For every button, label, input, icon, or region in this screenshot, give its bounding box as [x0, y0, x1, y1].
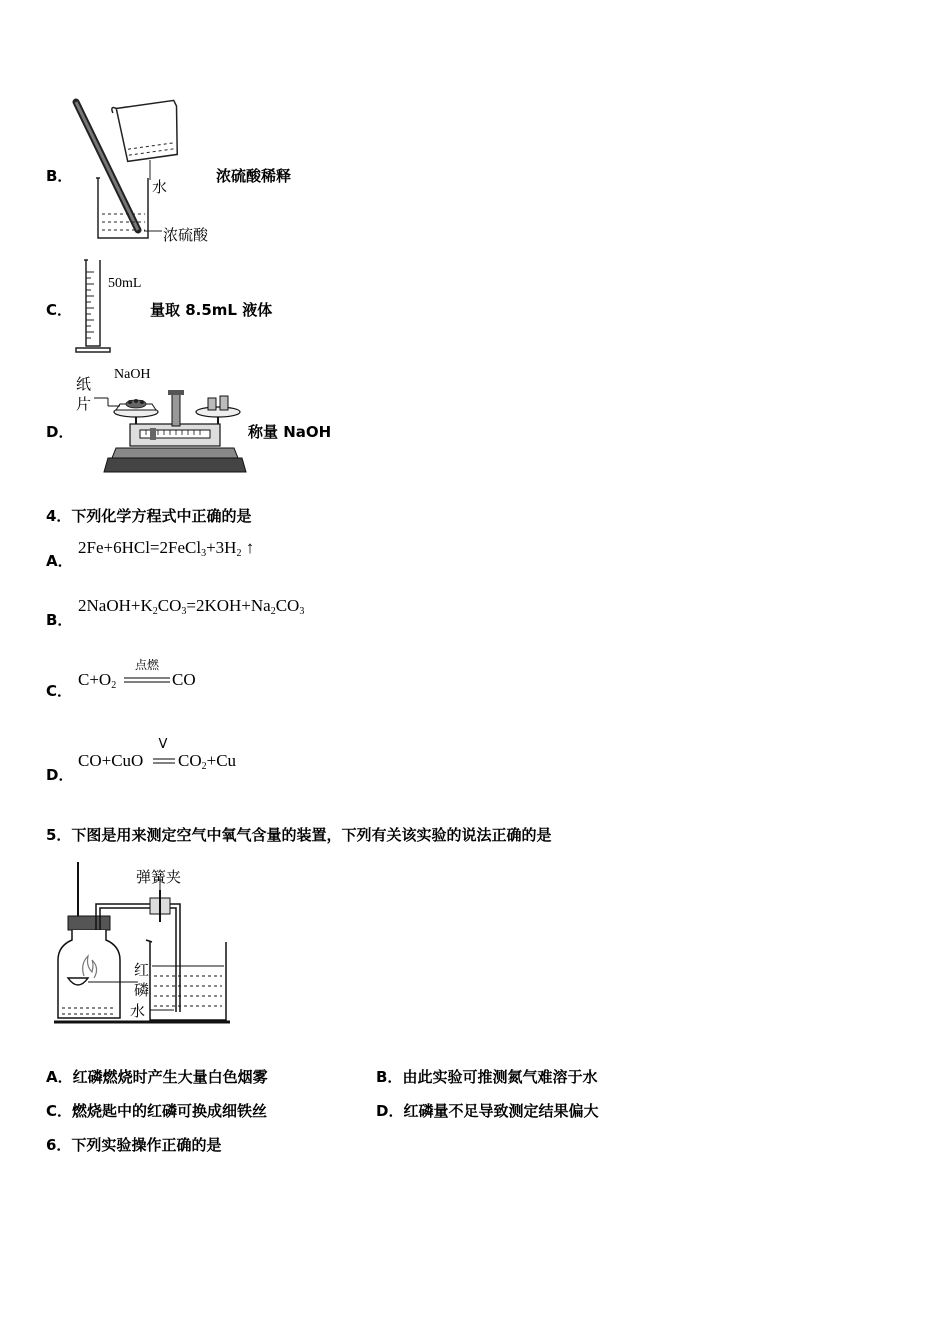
paper-label-line-1: 纸	[76, 375, 92, 393]
eq-b-part: =2KOH+Na	[186, 596, 271, 615]
q5-option-c	[46, 1100, 267, 1121]
q4-option-b-label: B．	[46, 611, 73, 629]
question-5-stem: 5．下图是用来测定空气中氧气含量的装置，下列有关该实验的说法正确的是	[46, 826, 552, 844]
q4-option-b-equation	[78, 596, 304, 617]
q4-option-d-label: D．	[46, 766, 74, 784]
option-d-label: D．	[46, 423, 74, 441]
question-6-stem: 6．下列实验操作正确的是	[46, 1136, 222, 1154]
phosphorus-label-line-2: 磷	[134, 981, 150, 999]
equals-sign	[153, 757, 175, 765]
cylinder-volume-label: 50mL	[108, 276, 142, 291]
eq-a-part: 2Fe+6HCl=2FeCl	[78, 538, 202, 557]
eq-c-part: C+O	[78, 670, 112, 689]
q4-option-c-label: C．	[46, 682, 73, 700]
eq-b-sub: 2	[270, 606, 276, 617]
q5-option-c-text: 燃烧匙中的红磷可换成细铁丝	[72, 1102, 268, 1120]
naoh-label: NaOH	[114, 367, 151, 382]
eq-a-part: +3H	[206, 538, 237, 557]
q5-option-d-text: 红磷量不足导致测定结果偏大	[403, 1102, 599, 1120]
eq-a-sub: 2	[236, 548, 242, 559]
option-c-caption: 量取 8.5mL 液体	[150, 301, 273, 319]
question-4-stem: 4．下列化学方程式中正确的是	[46, 507, 252, 525]
paper-label	[76, 374, 91, 414]
q4-option-c-condition: 点燃	[134, 658, 159, 672]
acid-label: 浓硫酸	[163, 226, 209, 244]
q4-option-d-rhs	[178, 751, 236, 772]
q4-option-a-label: A．	[46, 552, 73, 570]
eq-b-sub: 3	[299, 606, 305, 617]
eq-b-sub: 3	[181, 606, 187, 617]
eq-c-sub: 2	[111, 680, 117, 691]
eq-d-sub: 2	[201, 761, 207, 772]
graduated-cylinder-diagram	[74, 258, 114, 354]
eq-a-sub: 3	[201, 548, 207, 559]
eq-d-part: +Cu	[206, 751, 237, 770]
eq-b-part: CO	[157, 596, 182, 615]
q5-option-b-text: 由此实验可推测氮气难溶于水	[402, 1068, 598, 1086]
eq-d-part: CO	[178, 751, 202, 770]
option-d-caption: 称量 NaOH	[248, 423, 332, 441]
q5-option-b	[376, 1066, 597, 1087]
q4-option-c-equation	[78, 670, 116, 691]
eq-b-part: CO	[275, 596, 300, 615]
phosphorus-label-line-1: 红	[134, 961, 150, 979]
q4-option-c-product: CO	[172, 670, 196, 689]
q5-option-a-label: A．	[46, 1068, 73, 1086]
eq-b-sub: 2	[152, 606, 158, 617]
option-b-caption: 浓硫酸稀释	[216, 167, 292, 185]
q5-option-a	[46, 1066, 268, 1087]
option-b-label: B．	[46, 167, 73, 185]
q5-option-d-label: D．	[376, 1102, 404, 1120]
q4-option-d-lhs: CO+CuO	[78, 751, 144, 770]
paper-label-line-2: 片	[76, 395, 92, 413]
eq-b-part: 2NaOH+K	[78, 596, 153, 615]
q5-option-d	[376, 1100, 598, 1121]
balance-diagram	[100, 384, 250, 480]
option-c-label: C．	[46, 301, 73, 319]
eq-a-gas-arrow: ↑	[241, 538, 255, 557]
apparatus-water-label: 水	[130, 1002, 146, 1020]
phosphorus-label	[134, 960, 149, 1000]
equals-sign	[124, 676, 170, 684]
q5-option-b-label: B．	[376, 1068, 403, 1086]
q4-option-d-condition: V	[158, 737, 168, 752]
q5-option-c-label: C．	[46, 1102, 73, 1120]
clamp-label: 弹簧夹	[136, 868, 182, 886]
water-label: 水	[152, 178, 168, 196]
q5-option-a-text: 红磷燃烧时产生大量白色烟雾	[72, 1068, 268, 1086]
q4-option-a-equation	[78, 538, 254, 559]
